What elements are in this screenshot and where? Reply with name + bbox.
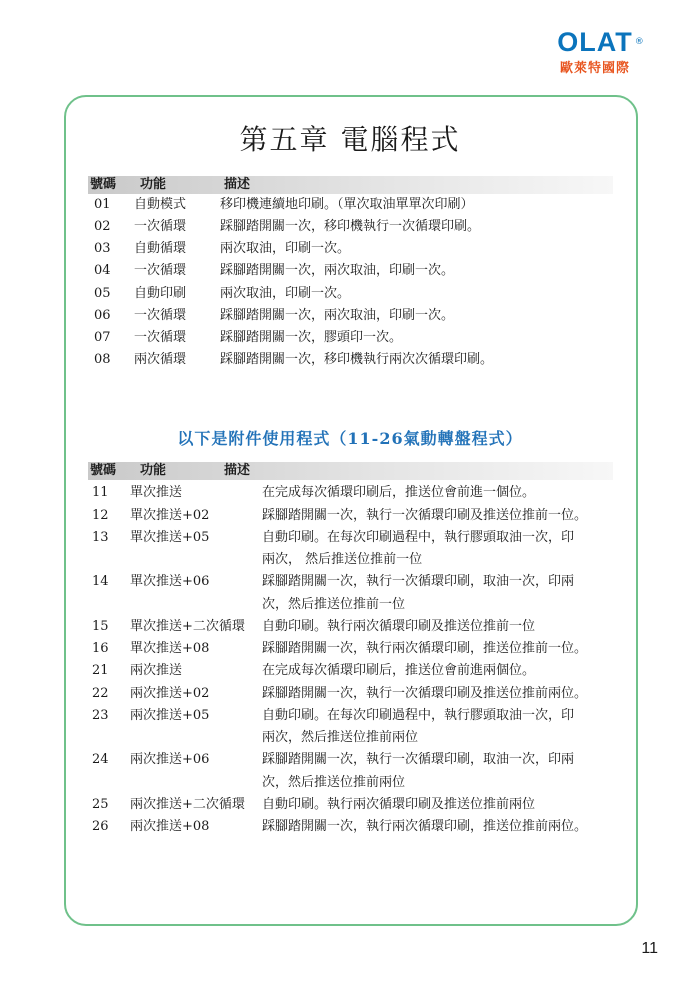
row-function: 一次循環: [134, 263, 187, 278]
row-code: 11: [92, 485, 109, 500]
table-row: [0, 660, 700, 682]
row-function: 自動印刷: [134, 286, 187, 301]
row-code: 12: [92, 508, 109, 523]
table-row: [0, 794, 700, 816]
row-description: 在完成每次循環印刷后，推送位會前進一個位。: [262, 485, 536, 500]
table-row-continuation: [0, 772, 700, 794]
table-row: [0, 749, 700, 771]
table1-header-code: 號碼: [90, 177, 117, 192]
table1-header-description: 描述: [224, 177, 251, 192]
row-function: 單次推送+06: [130, 574, 210, 589]
row-code: 03: [94, 241, 111, 256]
row-description: 兩次取油，印刷一次。: [220, 241, 351, 256]
row-function: 自動循環: [134, 241, 187, 256]
table-row: [0, 238, 700, 260]
table2-header-code: 號碼: [90, 463, 117, 478]
table-row: [0, 260, 700, 282]
row-description: 踩腳踏開關一次，移印機執行一次循環印刷。: [220, 219, 481, 234]
table1-header-function: 功能: [140, 177, 167, 192]
row-code: 22: [92, 686, 109, 701]
row-function: 兩次推送+05: [130, 708, 210, 723]
row-function: 一次循環: [134, 219, 187, 234]
row-code: 23: [92, 708, 109, 723]
row-function: 單次推送+02: [130, 508, 210, 523]
row-description: 踩腳踏開關一次，膠頭印一次。: [220, 330, 403, 345]
row-code: 14: [92, 574, 109, 589]
table-row: [0, 283, 700, 305]
row-description-cont: 次，然后推送位推前兩位: [262, 775, 406, 790]
row-function: 兩次推送+06: [130, 752, 210, 767]
row-description: 踩腳踏開關一次，移印機執行兩次次循環印刷。: [220, 352, 494, 367]
table-row-continuation: [0, 549, 700, 571]
row-function: 兩次推送: [130, 663, 183, 678]
row-description: 移印機連續地印刷。（單次取油單單次印刷）: [220, 197, 474, 212]
row-code: 05: [94, 286, 111, 301]
table-row: [0, 194, 700, 216]
row-code: 24: [92, 752, 109, 767]
olat-logo: [540, 28, 650, 76]
row-code: 01: [94, 197, 111, 212]
table-row: [0, 816, 700, 838]
logo-brand: OLAT: [557, 27, 633, 57]
row-function: 兩次推送+二次循環: [130, 797, 245, 812]
table-row: [0, 705, 700, 727]
row-description: 踩腳踏開關一次，執行一次循環印刷及推送位推前一位。: [262, 508, 588, 523]
table-row: [0, 571, 700, 593]
accessory-programs-title: 以下是附件使用程式（11-26氣動轉盤程式）: [177, 429, 523, 448]
table-row: [0, 216, 700, 238]
row-description-cont: 次，然后推送位推前一位: [262, 597, 406, 612]
row-description: 自動印刷。在每次印刷過程中，執行膠頭取油一次，印: [262, 708, 575, 723]
row-function: 單次推送+二次循環: [130, 619, 245, 634]
table-row: [0, 638, 700, 660]
table-row: [0, 505, 700, 527]
row-function: 一次循環: [134, 330, 187, 345]
row-function: 自動模式: [134, 197, 187, 212]
row-description: 自動印刷。執行兩次循環印刷及推送位推前兩位: [262, 797, 536, 812]
table-row: [0, 616, 700, 638]
chapter-title: 第五章 電腦程式: [239, 123, 461, 156]
table1-header: [88, 176, 613, 194]
row-function: 單次推送+08: [130, 641, 210, 656]
table-row-continuation: [0, 594, 700, 616]
row-code: 25: [92, 797, 109, 812]
row-description: 在完成每次循環印刷后，推送位會前進兩個位。: [262, 663, 536, 678]
row-function: 單次推送: [130, 485, 183, 500]
row-function: 單次推送+05: [130, 530, 210, 545]
table2-header-description: 描述: [224, 463, 251, 478]
row-description: 踩腳踏開關一次，兩次取油，印刷一次。: [220, 263, 455, 278]
page-number: 11: [641, 940, 658, 957]
row-description: 踩腳踏開關一次，執行兩次循環印刷，推送位推前一位。: [262, 641, 588, 656]
row-function: 一次循環: [134, 308, 187, 323]
row-code: 07: [94, 330, 111, 345]
row-code: 15: [92, 619, 109, 634]
table-row: [0, 527, 700, 549]
row-function: 兩次推送+08: [130, 819, 210, 834]
row-function: 兩次推送+02: [130, 686, 210, 701]
row-code: 21: [92, 663, 109, 678]
row-description: 踩腳踏開關一次，執行一次循環印刷，取油一次，印兩: [262, 752, 575, 767]
table-row-continuation: [0, 727, 700, 749]
row-description: 踩腳踏開關一次，執行一次循環印刷及推送位推前兩位。: [262, 686, 588, 701]
row-description: 自動印刷。執行兩次循環印刷及推送位推前一位: [262, 619, 536, 634]
table2-header: [88, 462, 613, 480]
table-row: [0, 349, 700, 371]
table-row: [0, 305, 700, 327]
row-code: 16: [92, 641, 109, 656]
row-code: 06: [94, 308, 111, 323]
table2-header-function: 功能: [140, 463, 167, 478]
row-description: 踩腳踏開關一次，執行兩次循環印刷，推送位推前兩位。: [262, 819, 588, 834]
table-row: [0, 482, 700, 504]
row-description-cont: 兩次， 然后推送位推前一位: [262, 552, 423, 567]
table-row: [0, 327, 700, 349]
registered-mark: ®: [634, 37, 645, 47]
row-code: 02: [94, 219, 111, 234]
row-function: 兩次循環: [134, 352, 187, 367]
row-description-cont: 兩次，然后推送位推前兩位: [262, 730, 419, 745]
row-description: 自動印刷。在每次印刷過程中，執行膠頭取油一次，印: [262, 530, 575, 545]
row-code: 08: [94, 352, 111, 367]
row-code: 04: [94, 263, 111, 278]
table-row: [0, 683, 700, 705]
row-code: 26: [92, 819, 109, 834]
row-code: 13: [92, 530, 109, 545]
logo-subtitle: 歐萊特國際: [559, 61, 630, 76]
row-description: 踩腳踏開關一次，兩次取油，印刷一次。: [220, 308, 455, 323]
row-description: 踩腳踏開關一次，執行一次循環印刷，取油一次，印兩: [262, 574, 575, 589]
row-description: 兩次取油，印刷一次。: [220, 286, 351, 301]
